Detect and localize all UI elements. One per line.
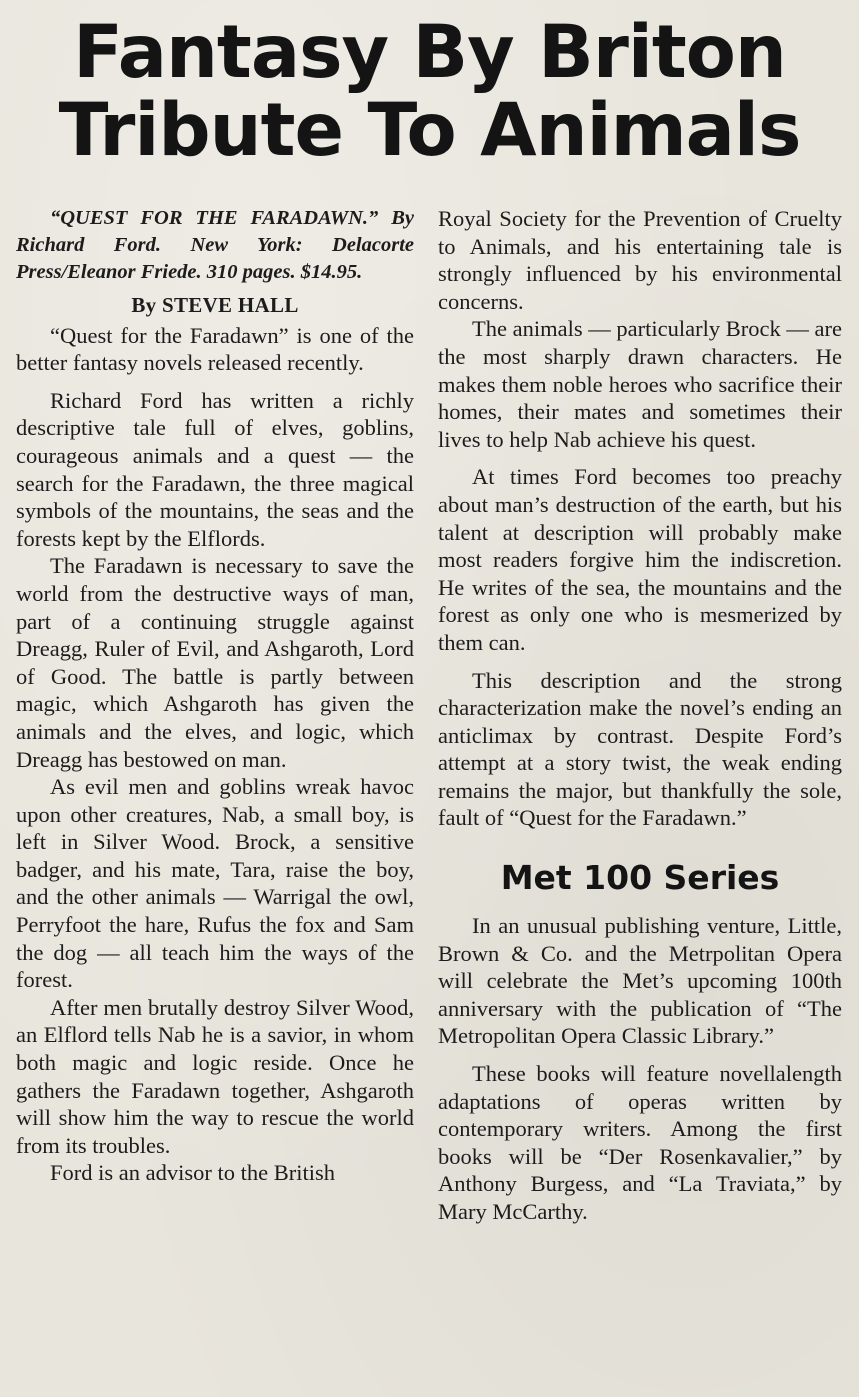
review-paragraph-6-continued: Royal Society for the Prevention of Cruelty to Animals, and his entertaining tale is strongly influenced by his environmental concerns. [438,206,842,314]
sidebar-paragraph-1: In an unusual publishing venture, Little, Brown & Co. and the Metrpolitan Opera will celebrate the Met’s upcoming 100th anniversary with the publication of “The Metropolitan Opera Classic Library.” [438,913,842,1049]
book-citation: “QUEST FOR THE FARADAWN.” By Richard Ford. New York: Delacorte Press/Eleanor Friede. 310 pages. $14.95. [16,207,414,283]
review-paragraph-1: “Quest for the Faradawn” is one of the better fantasy novels released recently. [16,322,414,376]
headline [0,10,859,173]
left-column [16,205,414,1187]
sidebar-paragraph-2: These books will feature novellalength adaptations of operas written by contemporary writers. Among the first books will be “Der Rosenkavalier,” by Anthony Burgess, and “La Traviata,” by Mary McCarthy. [438,1061,842,1224]
review-paragraph-4: As evil men and goblins wreak havoc upon other creatures, Nab, a small boy, is left in Silver Wood. Brock, a sensitive badger, and his mate, Tara, raise the boy, and the other animals — Warrigal the owl, Perryfoot the hare, Rufus the fox and Sam the dog — all teach him the ways of the forest. [16,774,414,993]
headline-line-2: Tribute To Animals [58,88,801,173]
review-paragraph-7: The animals — particularly Brock — are the most sharply drawn characters. He makes them noble heroes who sacrifice their homes, their mates and sometimes their lives to help Nab achieve his quest. [438,316,842,452]
headline-line-1: Fantasy By Briton [73,10,786,95]
review-paragraph-3: The Faradawn is necessary to save the world from the destructive ways of man, part of a continuing struggle against Dreagg, Ruler of Evil, and Ashgaroth, Lord of Good. The battle is partly between magic, which Ashgaroth has given the animals and the elves, and logic, which Dreagg has bestowed on man. [16,553,414,772]
review-paragraph-2: Richard Ford has written a richly descriptive tale full of elves, goblins, courageous animals and a quest — the search for the Faradawn, the three magical symbols of the mountains, the seas and the forests kept by the Elflords. [16,387,414,551]
review-paragraph-6: Ford is an advisor to the British [50,1160,335,1186]
review-paragraph-8: At times Ford becomes too preachy about man’s destruction of the earth, but his talent at description will probably make most readers forgive him the indiscretion. He writes of the sea, the mountains and the forest as only one who is mesmerized by them can. [438,464,842,655]
right-column [438,205,842,1226]
sidebar-title: Met 100 Series [500,858,780,898]
review-paragraph-5: After men brutally destroy Silver Wood, an Elflord tells Nab he is a savior, in whom both magic and logic reside. Once he gathers the Faradawn together, Ashgaroth will show him the way to rescue the world from its troubles. [16,994,414,1158]
byline: By STEVE HALL [131,293,299,317]
review-paragraph-9: This description and the strong characterization make the novel’s ending an anticlimax by contrast. Despite Ford’s attempt at a story twist, the weak ending remains the major, but thankfully the sole, fault of “Quest for the Faradawn.” [438,667,842,831]
